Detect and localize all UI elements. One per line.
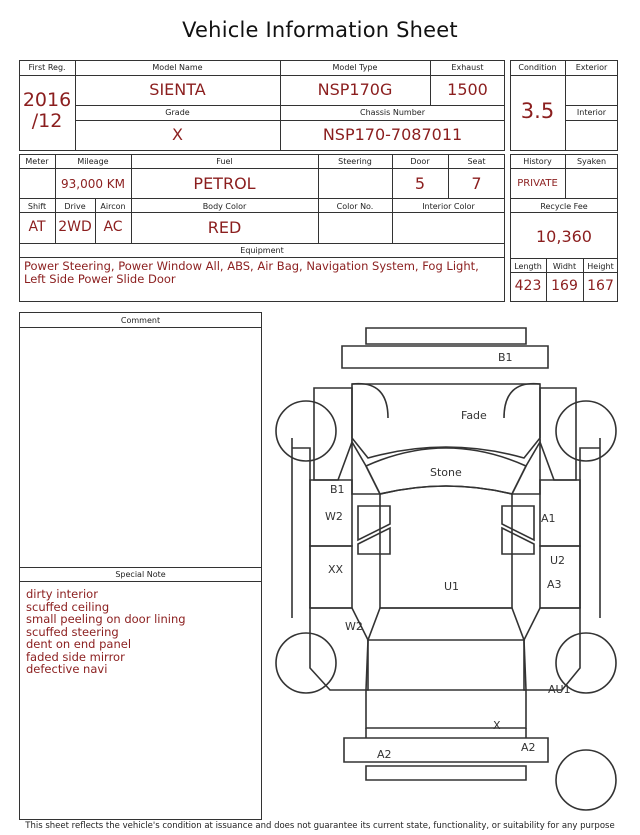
wheel-front-left (276, 401, 336, 461)
fuel-value: PETROL (193, 174, 256, 193)
damage-mark: W2 (325, 510, 343, 523)
chassis-number-label: Chassis Number (360, 108, 425, 117)
color-no-label: Color No. (336, 202, 374, 211)
meter-label: Meter (25, 157, 49, 166)
aircon-value: AC (103, 219, 123, 235)
interior-color-label: Interior Color (422, 202, 475, 211)
door-value: 5 (414, 174, 426, 193)
front-fender-left (314, 388, 352, 480)
shift-label: Shift (27, 202, 47, 211)
page-title: Vehicle Information Sheet (182, 18, 458, 42)
seat-label: Seat (467, 157, 486, 166)
seat-value: 7 (471, 174, 482, 193)
note-item: defective navi (26, 662, 108, 676)
history-value: PRIVATE (517, 178, 558, 189)
damage-mark: X (493, 719, 501, 732)
exterior-label: Exterior (575, 63, 608, 72)
length-value: 423 (514, 278, 542, 294)
damage-mark: AU1 (548, 683, 571, 696)
first-reg-label: First Reg. (28, 63, 66, 72)
damage-mark: W2 (345, 620, 363, 633)
width-value: 169 (551, 278, 578, 294)
history-label: History (523, 157, 552, 166)
condition-label: Condition (518, 63, 557, 72)
exhaust-value: 1500 (447, 80, 488, 99)
wheel-front-right (556, 401, 616, 461)
damage-mark: A2 (521, 741, 536, 754)
note-item: dent on end panel (26, 637, 132, 651)
height-label: Height (587, 262, 614, 271)
damage-mark: A1 (541, 512, 556, 525)
damage-mark: Stone (430, 466, 462, 479)
comment-box (19, 312, 262, 820)
equipment-label: Equipment (240, 246, 284, 255)
special-note-label: Special Note (115, 570, 166, 579)
model-name-label: Model Name (152, 63, 203, 72)
exhaust-label: Exhaust (451, 63, 484, 72)
comment-label: Comment (120, 316, 161, 325)
damage-mark: Fade (461, 409, 487, 422)
note-item: dirty interior (26, 587, 98, 601)
door-label: Door (410, 157, 430, 166)
front-bumper-lower (342, 346, 548, 368)
front-bumper (366, 328, 526, 344)
shift-value: AT (28, 219, 46, 235)
drive-label: Drive (64, 202, 86, 211)
grade-label: Grade (165, 108, 190, 117)
chassis-number-value: NSP170-7087011 (322, 125, 463, 144)
rear-quarter-right (524, 608, 580, 690)
mileage-label: Mileage (77, 157, 109, 166)
rear-bumper (344, 738, 548, 762)
mileage-value: 93,000 KM (60, 177, 126, 191)
rear-door-left (310, 546, 352, 608)
syaken-label: Syaken (576, 157, 607, 166)
drive-value: 2WD (58, 219, 92, 235)
body-color-label: Body Color (202, 202, 247, 211)
spare-wheel (556, 750, 616, 810)
damage-mark: B1 (498, 351, 513, 364)
recycle-fee-label: Recycle Fee (540, 202, 588, 211)
damage-mark: U1 (444, 580, 460, 593)
aircon-label: Aircon (100, 202, 126, 211)
car-damage-diagram (270, 318, 622, 818)
note-item: faded side mirror (26, 649, 125, 664)
tailgate (366, 690, 526, 728)
rear-window (368, 608, 524, 640)
wheel-rear-left (276, 633, 336, 693)
note-item: scuffed steering (26, 624, 119, 639)
rear-bumper-lower (366, 766, 526, 780)
fuel-label: Fuel (216, 157, 233, 166)
model-type-label: Model Type (332, 63, 378, 72)
first-reg-month: /12 (31, 110, 63, 132)
disclaimer-footer: This sheet reflects the vehicle's condition at issuance and does not guarantee its current state, functionality, or suitability for any purpose (25, 821, 615, 831)
damage-mark: XX (328, 563, 344, 576)
first-reg-year: 2016 (22, 89, 72, 111)
model-type-value: NSP170G (317, 80, 393, 99)
special-note-list (26, 588, 258, 676)
damage-mark: B1 (330, 483, 345, 496)
equipment-value: Power Steering, Power Window All, ABS, Air Bag, Navigation System, Fog Light, Left Side Power Slide Door (24, 259, 479, 286)
recycle-fee-value: 10,360 (536, 227, 592, 246)
note-item: small peeling on door lining (26, 612, 186, 626)
width-label: Widht (552, 262, 577, 271)
steering-label: Steering (338, 157, 372, 166)
grade-value: X (172, 125, 183, 144)
interior-label: Interior (576, 108, 607, 117)
damage-mark: A3 (547, 578, 562, 591)
model-name-value: SIENTA (149, 80, 206, 99)
front-fender-right (540, 388, 576, 480)
damage-mark: A2 (377, 748, 392, 761)
body-color-value: RED (207, 218, 242, 237)
length-label: Length (514, 262, 542, 271)
note-item: scuffed ceiling (26, 599, 110, 614)
damage-mark: U2 (550, 554, 566, 567)
height-value: 167 (587, 278, 614, 294)
condition-value: 3.5 (520, 99, 555, 123)
hood (352, 384, 540, 458)
